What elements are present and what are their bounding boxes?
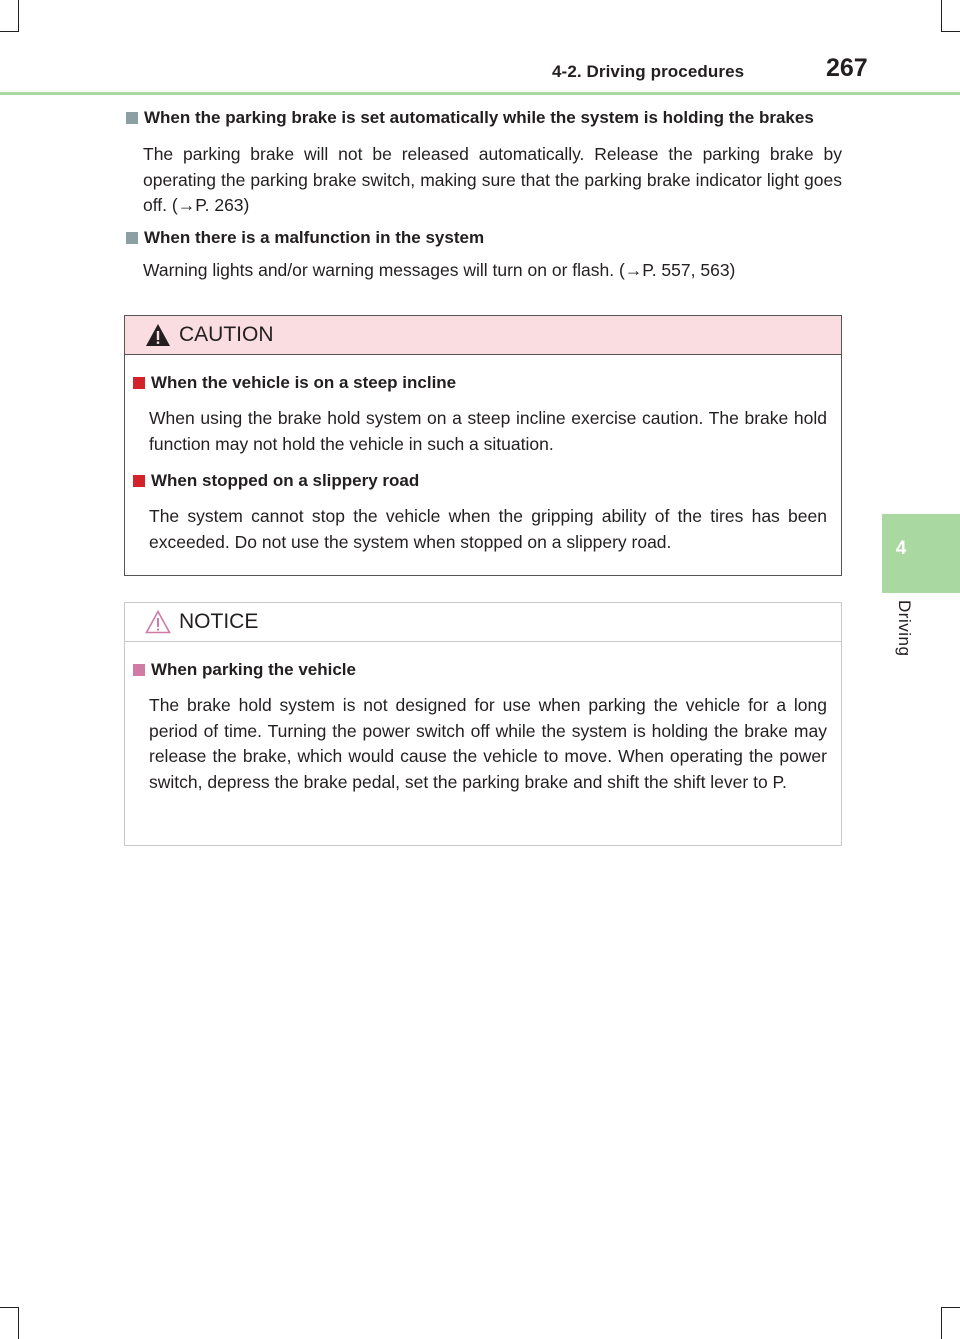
caution-item-heading-text: When stopped on a slippery road (151, 471, 420, 490)
notice-header (125, 603, 841, 642)
crop-mark (941, 1307, 960, 1308)
notice-item-heading-text: When parking the vehicle (151, 660, 356, 679)
section-parking-brake-auto (126, 108, 842, 219)
section-body: Warning lights and/or warning messages will turn on or flash. (→P. 557, 563) (143, 260, 736, 280)
crop-mark (941, 1307, 942, 1339)
square-bullet-icon (133, 377, 145, 389)
section-heading-text: When the parking brake is set automatically while the system is holding the brakes (144, 108, 814, 127)
square-bullet-icon (126, 232, 138, 244)
notice-title: NOTICE (179, 610, 259, 633)
header-rule (0, 92, 960, 95)
caution-content (125, 355, 841, 575)
crop-mark (0, 31, 19, 32)
square-bullet-icon (133, 664, 145, 676)
caution-item-heading-text: When the vehicle is on a steep incline (151, 373, 457, 392)
crop-mark (0, 1307, 19, 1308)
crop-mark (18, 1307, 19, 1339)
page-number: 267 (826, 54, 868, 82)
header-section-title: 4-2. Driving procedures (552, 62, 745, 81)
crop-mark (941, 31, 960, 32)
chapter-tab (882, 514, 960, 593)
notice-item (133, 660, 827, 795)
section-heading (126, 228, 842, 248)
caution-item-body: The system cannot stop the vehicle when the gripping ability of the tires has been exceeded. Do not use the system when stopped on a slippery road. (149, 506, 827, 552)
caution-item (133, 471, 827, 555)
square-bullet-icon (126, 112, 138, 124)
square-bullet-icon (133, 475, 145, 487)
section-heading (126, 108, 842, 128)
caution-item-body: When using the brake hold system on a steep incline exercise caution. The brake hold function may not hold the vehicle in such a situation. (149, 408, 827, 454)
section-body: The parking brake will not be released automatically. Release the parking brake by operating the parking brake switch, making sure that the parking brake indicator light goes off. (→P. 263) (143, 144, 842, 215)
warning-outline-icon (145, 610, 171, 634)
section-malfunction (126, 228, 842, 284)
caution-item-heading (133, 471, 827, 491)
crop-mark (941, 0, 942, 32)
caution-box (124, 315, 842, 576)
chapter-label: Driving (895, 600, 914, 657)
notice-item-body: The brake hold system is not designed for use when parking the vehicle for a long period of time. Turning the power switch off while the system is holding the brake may release the brake, which would cause the vehicle to move. When operating the power switch, depress the brake pedal, set the parking brake and shift the shift lever to P. (149, 695, 827, 792)
notice-content (125, 642, 841, 815)
caution-title: CAUTION (179, 323, 274, 346)
caution-item-heading (133, 373, 827, 393)
chapter-number: 4 (895, 538, 907, 559)
caution-header (125, 316, 841, 355)
crop-mark (18, 0, 19, 32)
caution-item (133, 373, 827, 457)
warning-triangle-icon (145, 323, 171, 347)
notice-item-heading (133, 660, 827, 680)
notice-box (124, 602, 842, 846)
section-heading-text: When there is a malfunction in the system (144, 228, 485, 247)
